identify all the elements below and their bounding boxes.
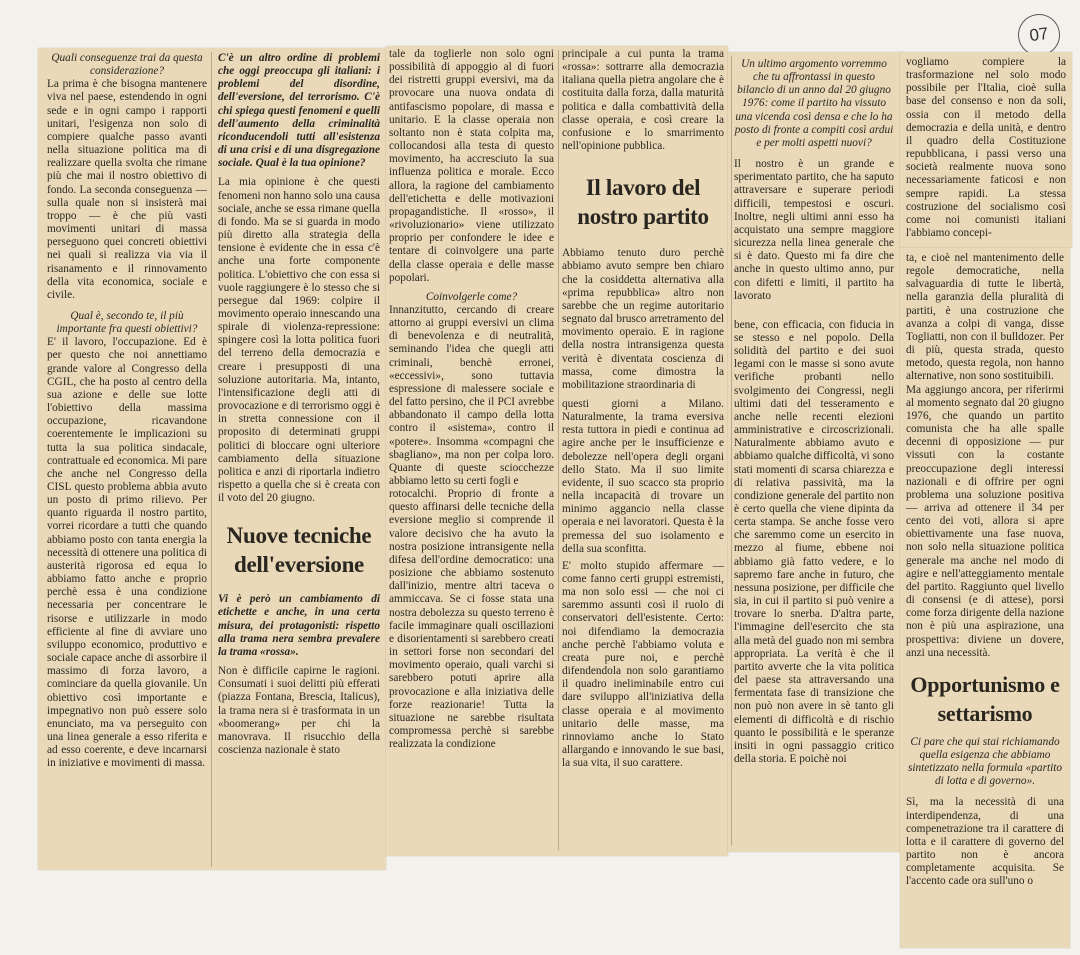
question-text: Ci pare che qui stai richiamando quella esigenza che abbiamo sintetizzato nella formula «partito di lotta e di governo». [907, 735, 1063, 788]
headline-lavoro-partito: Il lavoro del nostro partito [577, 175, 709, 230]
answer-text: E' il lavoro, l'occupazione. Ed è per questo che noi annettiamo grande valore al Congresso della CGIL, che ha posto al centro della sua azione e delle sue lotte l'obiettivo della massima occupazione, ricavandone coerentemente le implicazioni su tutta la sua politica sindacale, contrattuale ed economica. Mi pare che anche nel Congresso della CISL questo problema abbia avuto un posto di primo rilievo. Per quanto riguarda il nostro partito, vorrei ricordare a tutti che quando abbiamo posto con tanta energia la necessità di ottenere una politica di austerità rigorosa ed equa lo abbiamo fatto anche e proprio perchè essa è una condizione necessaria per concentrare le risorse e utilizzarle in modo efficiente al fine di avviare uno sviluppo economico, produttivo e sociale capace anche di assorbire il massimo di forza lavoro, a cominciare da quella giovanile. Un obiettivo così importante e impegnativo non può essere solo enunciato, ma va perseguito con una linea generale a esso riferita e ad esso coerente, e deve incarnarsi in iniziative e movimenti di massa. [47, 336, 207, 770]
answer-text: Non è difficile capirne le ragioni. Consumati i suoi delitti più efferati (piazza Fontana, Brescia, Italicus), la trama nera si è trasformata in un «boomerang» per chi la manovrava. Il risucchio della coscienza nazionale è stato [218, 665, 380, 757]
column-1 [47, 52, 207, 870]
answer-text: E' molto stupido affermare — come fanno certi gruppi estremisti, ma non solo essi — che noi ci saremmo assunti così il ruolo di conservatori dell'esistente. Certo: noi difendiamo la democrazia anche perchè l'abbiamo voluta e creata pure noi, e perchè difendendola non solo garantiamo il quadro ineliminabile entro cui dare sviluppo all'iniziativa della classe operaia e al movimento unitario delle masse, ma rinnoviamo anche lo Stato allargando e innovando le sue basi, la sua vita, il suo carattere. [562, 559, 724, 770]
question-2: Qual è, secondo te, il più importante fra questi obiettivi? [56, 309, 198, 336]
question-text: Coinvolgerle come? [425, 290, 518, 303]
answer-text: vogliamo compiere la trasformazione nel solo modo possibile per l'Italia, cioè sulla base del consenso e non da soli, ossia con il metodo della democrazia e della unità, e dentro il quadro della Costituzione repubblicana, i passi verso una società realmente nuova sono necessariamente faticosi e non sempre rapidi. La stessa costruzione del socialismo così come noi comunisti italiani l'abbiamo concepi- [906, 56, 1066, 240]
answer-text: Abbiamo tenuto duro perchè abbiamo avuto sempre ben chiaro che la cosiddetta alternativa alla «prima repubblica» altro non sarebbe che un regime autoritario segnato dal brusco arretramento del movimento operaio. E in ragione della nostra intransigenza questa verità è diventata coscienza di massa, come dimostra la mobilitazione straordinaria di [562, 247, 724, 391]
answer-text: Ma aggiungo ancora, per riferirmi al momento segnato dal 20 giugno 1976, che quando un partito comunista che ha alle spalle decenni di opposizione — pur vissuti con la costante preoccupazione degli interessi nazionali e di offrire per ogni problema una soluzione positiva — arriva ad ottenere il 34 per cento dei voti, allora si apre obiettivamente una fase nuova, non solo nella situazione politica generale ma anche nel modo di agire e nell'atteggiamento mentale del partito. Raggiunto quel livello di consensi (e di attese), porsi come forza dirigente della nazione non è più una aspirazione, una prospettiva: diviene un dovere, anzi una necessità. [906, 383, 1064, 659]
answer-text: La prima è che bisogna mantenere viva nel paese, estendendo in ogni sede e in ogni campo i rapporti unitari, l'esigenza non solo di compiere qualche passo avanti nella situazione politica ma di realizzare quella svolta che rimane più che mai il nostro obiettivo di fondo. La seconda conseguenza — sulla quale non si insisterà mai troppo — è che più vasti movimenti unitari di massa perseguono quei concreti obiettivi nei quali si realizza via via il risanamento e il rinnovamento della vita economica, sociale e civile. [47, 78, 207, 301]
question-text: Un ultimo argomento vorremmo che tu affrontassi in questo bilancio di un anno dal 20 giugno 1976: come il partito ha vissuto una vicenda così densa e che lo ha posto di fronte a compiti così ardui e per molti aspetti nuovi? [734, 58, 894, 149]
column-6-bottom [906, 252, 1064, 946]
answer-text: Il nostro è un grande e sperimentato partito, che ha saputo attraversare e superare periodi difficili, tempestosi e oscuri. Inoltre, negli ultimi anni esso ha acquistato una sempre maggiore sicurezza nella linea generale che si è dato. Questo mi fa dire che anche in questo ultimo anno, pur con difetti e limiti, il partito ha lavorato [734, 158, 894, 302]
column-4 [562, 48, 724, 858]
page-number-stamp: 07 [1015, 11, 1062, 58]
answer-text: bene, con efficacia, con fiducia in se stesso e nel popolo. Della solidità del partito e dei suoi legami con le masse si sono avute verifiche probanti nello svolgimento dei Congressi, negli ultimi dati del tesseramento e anche nelle recenti elezioni amministrative e circoscrizionali. Naturalmente abbiamo avuto e abbiamo qualche difficoltà, vi sono stati momenti di scarsa chiarezza e di relativa passività, ma la condizione generale del partito non è certo quella che viene dipinta da certa stampa. Se anche fosse vero che saremmo come un esercito in mezzo al fiume, ebbene noi abbiamo già fatto vedere, e lo sapremo fare anche in futuro, che nessuna posizione, per difficile che sia, in cui il partito si può venire a trovare lo snerba. D'altra parte, l'immagine dell'esercito che sta alla metà del guado non mi sembra appropriata. La verità è che il partito avverte che la vita politica del paese sta attraversando una fermentata fase di transizione che non può non avere in sè tanto gli elementi di difficoltà e di rischio quanto le possibilità e le speranze insiti in ogni passaggio critico della storia. E poichè noi [734, 318, 894, 765]
question-text: Vi è però un cambiamento di etichette e anche, in una certa misura, dei protagonisti: rispetto alla trama nera sembra prevalere la trama «rossa». [218, 593, 380, 658]
answer-text: principale a cui punta la trama «rossa»: sottrarre alla democrazia italiana quella pietra angolare che è costituita dalla forza, dalla maturità politica e dalla combattività della classe operaia, e così creare la confusione e lo smarrimento nell'opinione pubblica. [562, 48, 724, 153]
column-3 [389, 48, 554, 856]
answer-text: ta, e cioè nel mantenimento delle regole democratiche, nella salvaguardia di tutte le libertà, nella garanzia della pluralità di partiti, è una costruzione che avanza a colpi di vanga, disse Togliatti, non con il bulldozer. Per di più, questa strada, questo metodo, questa regola, non hanno alternative, non sono sostituibili. [906, 252, 1064, 383]
answer-text: tale da toglierle non solo ogni possibilità di appoggio al di fuori dei ristretti gruppi eversivi, ma da provocare una nuova ondata di antifascismo popolare, di massa e unitario. E la classe operaia non soltanto non è stata colpita ma, collocandosi alla testa di questo movimento, ha accresciuto la sua influenza politica e morale. Ecco allora, la ragione del cambiamento dell'etichetta e delle motivazioni propagandistiche. Il «rosso», il «rivoluzionario» viene utilizzato proprio per confondere le idee e tentare di coinvolgere una parte della classe operaia e delle masse popolari. [389, 48, 554, 284]
column-5 [734, 58, 894, 850]
answer-text: La mia opinione è che questi fenomeni non hanno solo una causa sociale, anche se essa rimane quella di fondo. Ma se si guarda in modo più diretto alla strategia della tensione è evidente che in essa c'è anche una forte componente politica. L'obiettivo che con essa si vuole raggiungere è lo stesso che si persegue dal 1969: colpire il movimento operaio innescando una spirale di violenza-repressione: spingere così la lotta politica fuori del terreno della democrazia e creare i presupposti di una soluzione autoritaria. Ma, intanto, l'intensificazione degli atti di provocazione e di terrorismo oggi è in stretta connessione con il proposito di determinati gruppi politici di bloccare ogni ulteriore cambiamento della situazione politica e anzi di riportarla indietro rispetto a quella che si è creata con il voto del 20 giugno. [218, 176, 380, 505]
answer-text: rotocalchi. Proprio di fronte a questo affinarsi delle tecniche della eversione meglio si comprende il valore decisivo che ha avuto la nostra posizione intransigente nella difesa dell'ordine democratico: una posizione che abbiamo sostenuto dall'inizio, mentre altri taceva o ammiccava. Se ci fosse stata una nostra debolezza su questo terreno è facile immaginare quali oscillazioni e disorientamenti si sarebbero creati in settori forse non secondari del movimento operaio, quali varchi si sarebbero potuti aprire alla provocazione e alla iniziativa delle forze reazionarie! Tutta la situazione ne sarebbe risultata compromessa perchè si sarebbe realizzata la condizione [389, 488, 554, 751]
question-1: Quali conseguenze trai da questa considerazione? [51, 52, 203, 78]
column-2 [218, 52, 380, 864]
question-text: C'è un altro ordine di problemi che oggi preoccupa gli italiani: i problemi del disordine, dell'eversione, del terrorismo. C'è chi spiega questi fenomeni e quelli dell'aumento della criminalità riconducendoli tutti all'esistenza di una crisi e di una disgregazione sociale. Qual è la tua opinione? [218, 52, 380, 170]
answer-text: Innanzitutto, cercando di creare attorno ai gruppi eversivi un clima di benevolenza e di neutralità, seminando l'idea che quegli atti criminali, benchè erronei, «eccessivi», sono tuttavia espressione di malessere sociale e del fatto persino, che il PCI avrebbe abbandonato il campo della lotta contro il «sistema», contro il «potere». Insomma «compagni che sbagliano», ma non per colpa loro. Quante di queste sciocchezze abbiamo letto su certi fogli e [389, 303, 554, 487]
headline-opportunismo: Opportunismo e settarismo [910, 671, 1060, 726]
answer-text: questi giorni a Milano. Naturalmente, la trama eversiva resta tuttora in piedi e continua ad agire anche per le insufficienze e debolezze nell'opera degli organi dello Stato. Ma il suo limite evidente, il suo scacco sta proprio nella incapacità di trovare un minimo aggancio nella classe operaia e nei lavoratori. Questa è la premessa del suo isolamento e della sua sconfitta. [562, 397, 724, 555]
column-6-top [906, 56, 1066, 246]
headline-nuove-tecniche: Nuove tecniche dell'eversione [226, 523, 372, 578]
answer-text: Sì, ma la necessità di una interdipendenza, di una compenetrazione tra il carattere di lotta e il carattere di governo del partito non è ancora completamente acquisita. Se l'accento cade ora sull'uno o [906, 796, 1064, 888]
